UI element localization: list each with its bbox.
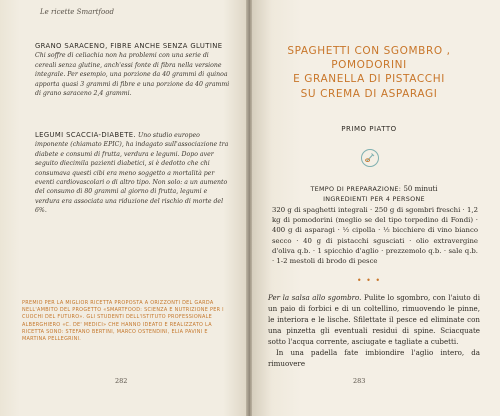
entry-title: LEGUMI SCACCIA-DIABETE. [35,131,137,139]
recipe-title-line: POMODORINI [331,59,407,72]
course-label: PRIMO PIATTO [341,125,397,133]
prep-time-label: TEMPO DI PREPARAZIONE: [310,185,402,193]
method-lead: Per la salsa allo sgombro. [268,293,362,302]
award-footnote: PREMIO PER LA MIGLIOR RICETTA PROPOSTA A ORIZZONTI DEL GARDA NELL'AMBITO DEL PROGETTO «SMARTFOOD: SCIENZA E NUTRIZIONE PER I CUOCHI DEL FUTURO». GLI STUDENTI DELL'ISTITUTO PROFESSIONALE ALBERGHIERO «C. DE' MEDICI» CHE HANNO IDEATO E REALIZZATO LA RICETTA SONO: STEFANO BERTINI, MARCO OSTENDINI, ELIA PAVINI E MARTINA PELLEGRINI. [22,300,224,343]
page-number-left: 282 [115,377,128,385]
page-number-right: 283 [353,377,366,385]
left-page [0,0,248,416]
running-head: Le ricette Smartfood [40,8,114,16]
servings [274,195,474,204]
entry-title: GRANO SARACENO, FIBRE ANCHE SENZA GLUTINE [35,42,223,50]
prep-time [274,185,474,194]
entry-body: Chi soffre di celiachia non ha problemi con una serie di cereali senza glutine, anch'essi fonte di fibra nella versione integrale. Per esempio, una porzione da 40 grammi di quinoa apporta quasi 3 grammi di fibre e una porzione da 40 grammi di grano saraceno 2,4 grammi. [35,52,230,98]
entry-body: Uno studio europeo imponente (chiamato EPIC), ha indagato sull'associazione tra diabete e consumi di frutta, verdura e legumi. Dopo aver seguito diecimila pazienti diabetici, si è dedotto che chi consumava questi cibi era meno soggetto a mortalità per eventi cardiovascolari o di altro tipo. Non solo: a un aumento del consumo di 80 grammi al giorno di frutta, legumi e verdura era associata una riduzione del rischio di morte del 6%. [35,132,229,215]
recipe-title [262,44,476,101]
pasta-fork-icon [360,148,380,168]
recipe-title-line: E GRANELLA DI PISTACCHI [293,73,445,86]
section-separator: • • • [356,276,382,285]
recipe-title-line: SU CREMA DI ASPARAGI [300,87,438,100]
sidebar-entry-legumi [35,131,230,216]
servings-label: INGREDIENTI PER 4 PERSONE [323,195,425,203]
method-paragraph: In una padella fate imbiondire l'aglio intero, da rimuovere [268,348,480,368]
recipe-title-line: SPAGHETTI CON SGOMBRO , [287,45,451,57]
method-text [268,292,480,369]
ingredients-list: 320 g di spaghetti integrali · 250 g di sgombri freschi · 1,2 kg di pomodorini (meglio se del tipo torpedino di Fondi) · 400 g di asparagi · ½ cipolla · ½ bicchiere di vino bianco secco · 40 g di pistacchi sgusciati · olio extravergine d'oliva q.b. · 1 spicchio d'aglio · prezzemolo q.b. · sale q.b. · 1-2 mestoli di brodo di pesce [272,206,478,266]
prep-time-value: 50 minuti [403,185,438,193]
method-paragraph: Pulite lo sgombro, con l'aiuto di un paio di forbici e di un coltellino, rimuovendo le pinne, le interiora e le lische. Sfilettate il pesce ed eliminate con una pinzetta gli eventuali residui di spine. Sciacquate sotto l'acqua corrente, asciugate e tagliate a cubetti. [268,293,480,346]
sidebar-entry-grano-saraceno [35,42,230,98]
